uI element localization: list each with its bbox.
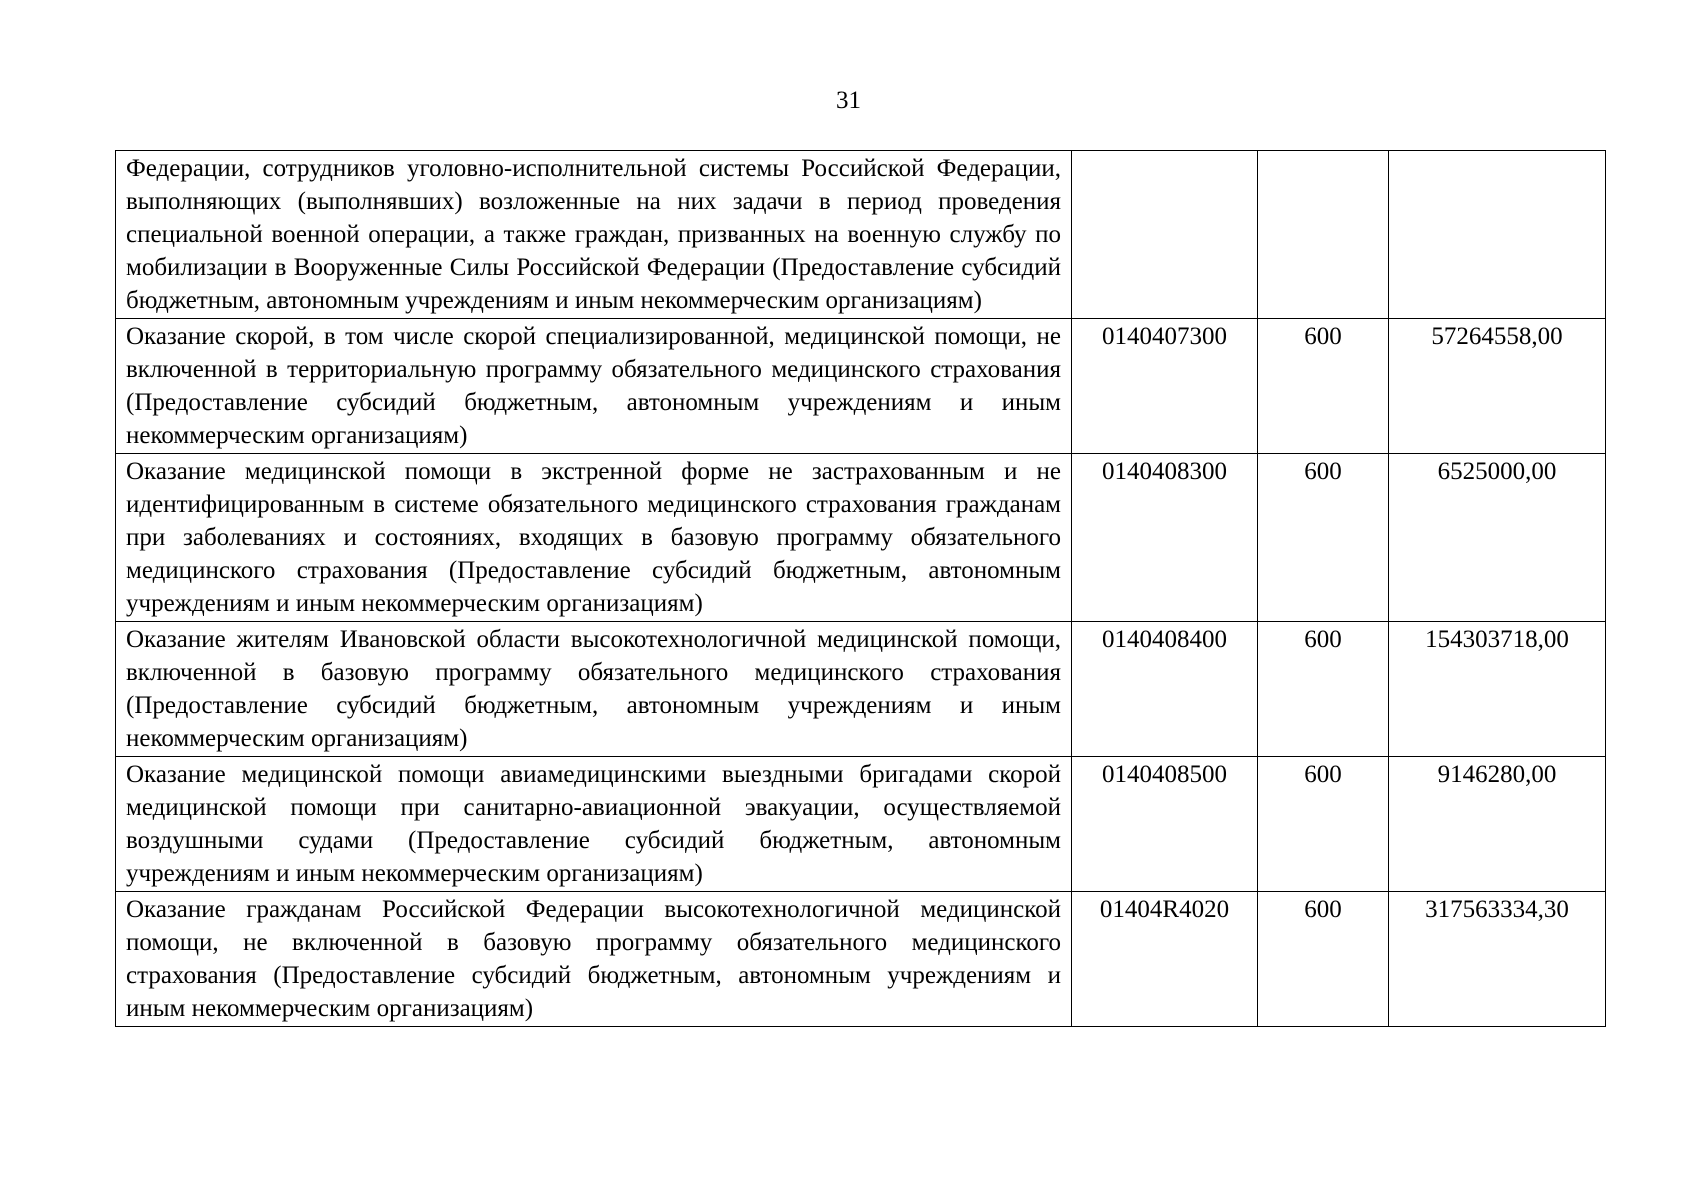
table-row [116, 454, 1606, 622]
row-description: Оказание медицинской помощи авиамедицинскими выездными бригадами скорой медицинской помощи при санитарно-авиационной эвакуации, осуществляемой воздушными судами (Предоставление субсидий бюджетным, автономным учреждениям и иным некоммерческим организациям) [116, 757, 1072, 892]
row-expense-type: 600 [1258, 757, 1389, 892]
row-target-code [1072, 151, 1258, 319]
row-target-code: 0140408300 [1072, 454, 1258, 622]
table-row [116, 892, 1606, 1027]
row-description: Оказание медицинской помощи в экстренной форме не застрахованным и не идентифицированным в системе обязательного медицинского страхования гражданам при заболеваниях и состояниях, входящих в базовую программу обязательного медицинского страхования (Предоставление субсидий бюджетным, автономным учреждениям и иным некоммерческим организациям) [116, 454, 1072, 622]
row-expense-type: 600 [1258, 892, 1389, 1027]
row-expense-type: 600 [1258, 622, 1389, 757]
row-target-code: 0140407300 [1072, 319, 1258, 454]
row-description: Федерации, сотрудников уголовно-исполнительной системы Российской Федерации, выполняющих (выполнявших) возложенные на них задачи в период проведения специальной военной операции, а также граждан, призванных на военную службу по мобилизации в Вооруженные Силы Российской Федерации (Предоставление субсидий бюджетным, автономным учреждениям и иным некоммерческим организациям) [116, 151, 1072, 319]
row-amount: 57264558,00 [1389, 319, 1606, 454]
row-expense-type: 600 [1258, 454, 1389, 622]
table-row [116, 622, 1606, 757]
row-expense-type [1258, 151, 1389, 319]
table-row [116, 757, 1606, 892]
row-target-code: 0140408500 [1072, 757, 1258, 892]
table-row [116, 319, 1606, 454]
table-row [116, 151, 1606, 319]
row-description: Оказание жителям Ивановской области высокотехнологичной медицинской помощи, включенной в базовую программу обязательного медицинского страхования (Предоставление субсидий бюджетным, автономным учреждениям и иным некоммерческим организациям) [116, 622, 1072, 757]
row-expense-type: 600 [1258, 319, 1389, 454]
page-number: 31 [836, 87, 861, 114]
row-amount: 6525000,00 [1389, 454, 1606, 622]
row-description: Оказание скорой, в том числе скорой специализированной, медицинской помощи, не включенной в территориальную программу обязательного медицинского страхования (Предоставление субсидий бюджетным, автономным учреждениям и иным некоммерческим организациям) [116, 319, 1072, 454]
row-amount: 317563334,30 [1389, 892, 1606, 1027]
row-target-code: 0140408400 [1072, 622, 1258, 757]
row-amount [1389, 151, 1606, 319]
row-amount: 154303718,00 [1389, 622, 1606, 757]
budget-table [115, 150, 1606, 1027]
row-target-code: 01404R4020 [1072, 892, 1258, 1027]
row-description: Оказание гражданам Российской Федерации высокотехнологичной медицинской помощи, не включенной в базовую программу обязательного медицинского страхования (Предоставление субсидий бюджетным, автономным учреждениям и иным некоммерческим организациям) [116, 892, 1072, 1027]
row-amount: 9146280,00 [1389, 757, 1606, 892]
